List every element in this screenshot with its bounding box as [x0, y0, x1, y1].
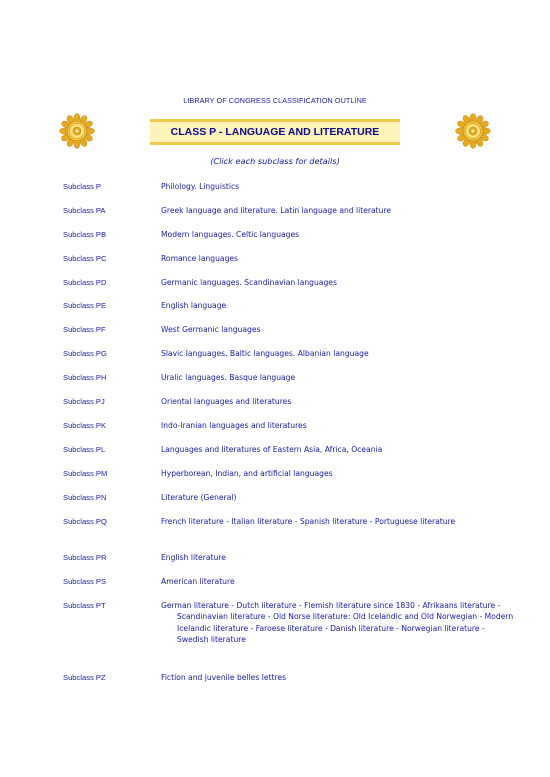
subclass-link[interactable]: West Germanic languages — [161, 325, 261, 334]
subclass-link[interactable]: Slavic languages. Baltic languages. Albanian language — [161, 349, 369, 358]
subclass-link[interactable]: Oriental languages and literatures — [161, 397, 292, 406]
subclass-code: Subclass PK — [63, 421, 107, 430]
subclass-link[interactable]: Fiction and juvenile belles lettres — [161, 673, 287, 682]
subclass-code: Subclass PH — [63, 373, 107, 382]
subclass-code: Subclass PQ — [63, 517, 107, 526]
subclass-link[interactable]: French literature - Italian literature - Spanish literature - Portuguese literature — [161, 517, 456, 526]
subclass-code: Subclass PB — [63, 230, 107, 239]
subclass-link[interactable]: American literature — [161, 577, 235, 586]
subclass-code: Subclass PZ — [63, 673, 106, 682]
subclass-link[interactable]: Indo-Iranian languages and literatures — [161, 421, 307, 430]
subclass-link[interactable]: Literature (General) — [161, 493, 237, 502]
subclass-link[interactable]: Modern languages. Celtic languages — [161, 230, 300, 239]
subclass-code: Subclass PA — [63, 206, 106, 215]
subclass-code: Subclass PS — [63, 577, 107, 586]
subclass-link[interactable]: Hyperborean, Indian, and artificial languages — [161, 469, 333, 478]
click-instruction: (Click each subclass for details) — [210, 156, 340, 166]
subclass-code: Subclass PF — [63, 325, 106, 334]
subclass-link[interactable]: Languages and literatures of Eastern Asia, Africa, Oceania — [161, 445, 383, 454]
class-title-row — [0, 113, 550, 153]
subclass-link[interactable]: Germanic languages. Scandinavian languages — [161, 278, 337, 287]
subclass-code: Subclass PN — [63, 493, 107, 502]
subclass-code: Subclass PL — [63, 445, 106, 454]
subclass-link[interactable]: German literature - Dutch literature - Flemish literature since 1830 - Afrikaans literature - Scandinavian literature - Old Norse literature: Old Icelandic and Old Norwegian - Modern Icelandic literature - Faroese literature - Danish literature - Norwegian literature - Swedish literature — [161, 601, 514, 644]
subclass-code: Subclass PR — [63, 553, 107, 562]
subclass-link[interactable]: Romance languages — [161, 254, 239, 263]
subclass-link[interactable]: English language — [161, 301, 227, 310]
subclass-link[interactable]: Uralic languages. Basque language — [161, 373, 296, 382]
subclass-code: Subclass PD — [63, 278, 107, 287]
seal-icon — [59, 113, 95, 149]
subclass-code: Subclass P — [63, 182, 101, 191]
subclass-code: Subclass PJ — [63, 397, 105, 406]
subclass-code: Subclass PG — [63, 349, 107, 358]
subclass-code: Subclass PC — [63, 254, 107, 263]
subclass-code: Subclass PE — [63, 301, 107, 310]
class-title: CLASS P - LANGUAGE AND LITERATURE — [150, 119, 400, 145]
subclass-link[interactable]: Greek language and literature. Latin language and literature — [161, 206, 392, 215]
subclass-link[interactable]: Philology. Linguistics — [161, 182, 240, 191]
outline-title: LIBRARY OF CONGRESS CLASSIFICATION OUTLINE — [183, 96, 367, 105]
subclass-code: Subclass PT — [63, 601, 106, 610]
subclass-code: Subclass PM — [63, 469, 108, 478]
subclass-link[interactable]: English literature — [161, 553, 226, 562]
seal-icon — [455, 113, 491, 149]
